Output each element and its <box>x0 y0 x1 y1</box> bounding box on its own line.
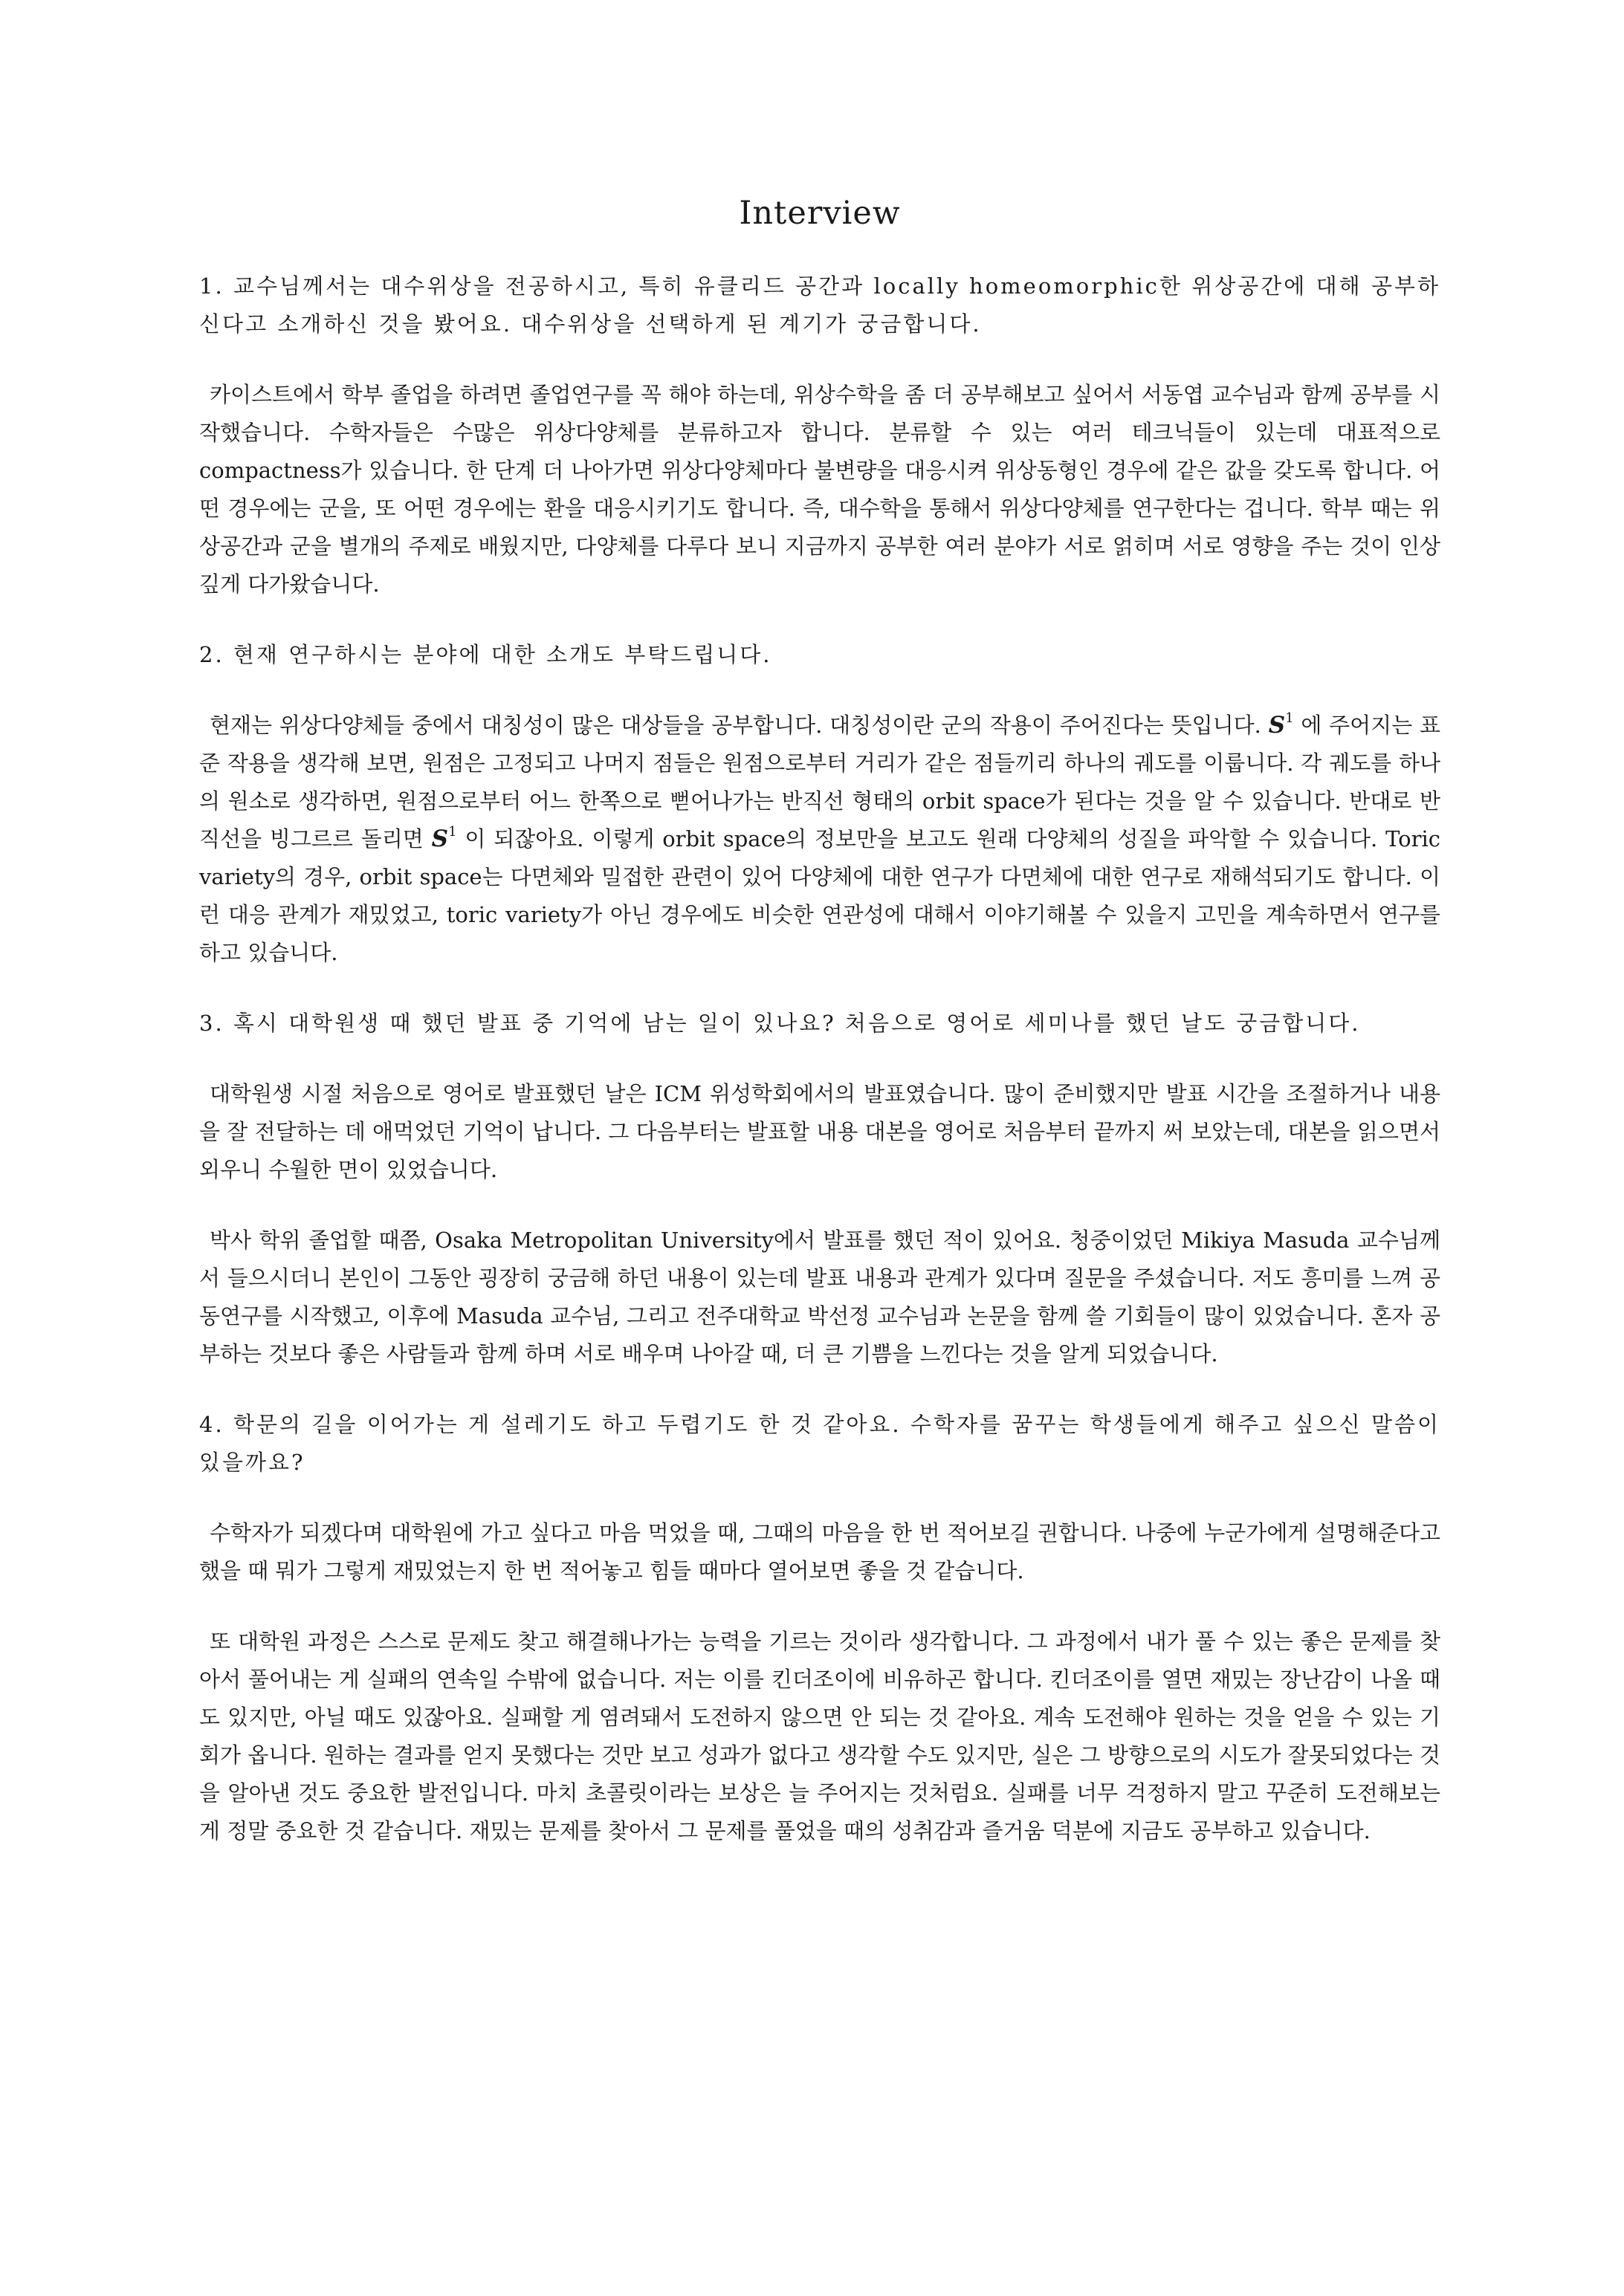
answer-2-part-3: 이 되잖아요. 이렇게 orbit space의 정보만을 보고도 원래 다양체의 성질을 파악할 수 있습니다. Toric variety의 경우, orbit space는 다면체와 밀접한 관련이 있어 다양체에 대한 연구가 다면체에 대한 연구로 재해석되기도 합니다. 이런 대응 관계가 재밌었고, toric variety가 아닌 경우에도 비슷한 연관성에 대해서 이야기해볼 수 있을지 고민을 계속하면서 연구를 하고 있습니다. <box>199 826 1441 965</box>
answer-2-part-2: 에 주어지는 표준 작용을 생각해 보면, 원점은 고정되고 나머지 점들은 원점으로부터 거리가 같은 점들끼리 하나의 궤도를 이룹니다. 각 궤도를 하나의 원소로 생각하면, 원점으로부터 어느 한쪽으로 뻗어나가는 반직선 형태의 orbit space가 된다는 것을 알 수 있습니다. 반대로 반직선을 빙그르르 돌리면 <box>199 713 1441 852</box>
question-1: 1. 교수님께서는 대수위상을 전공하시고, 특히 유클리드 공간과 locally homeomorphic한 위상공간에 대해 공부하신다고 소개하신 것을 봤어요. 대수위상을 선택하게 된 계기가 궁금합니다. <box>199 273 1440 337</box>
answer-1: 카이스트에서 학부 졸업을 하려면 졸업연구를 꼭 해야 하는데, 위상수학을 좀 더 공부해보고 싶어서 서동엽 교수님과 함께 공부를 시작했습니다. 수학자들은 수많은 위상다양체를 분류하고자 합니다. 분류할 수 있는 여러 테크닉들이 있는데 대표적으로 compactness가 있습니다. 한 단계 더 나아가면 위상다양체마다 불변량을 대응시켜 위상동형인 경우에 같은 값을 갖도록 합니다. 어떤 경우에는 군을, 또 어떤 경우에는 환을 대응시키기도 합니다. 즉, 대수학을 통해서 위상다양체를 연구한다는 겁니다. 학부 때는 위상공간과 군을 별개의 주제로 배웠지만, 다양체를 다루다 보니 지금까지 공부한 여러 분야가 서로 얽히며 서로 영향을 주는 것이 인상 깊게 다가왔습니다. <box>199 382 1440 597</box>
answer-3-paragraph-1: 대학원생 시절 처음으로 영어로 발표했던 날은 ICM 위성학회에서의 발표였습니다. 많이 준비했지만 발표 시간을 조절하거나 내용을 잘 전달하는 데 애먹었던 기억이 납니다. 그 다음부터는 발표할 내용 대본을 영어로 처음부터 끝까지 써 보았는데, 대본을 읽으면서 외우니 수월한 면이 있었습니다. <box>199 1081 1440 1182</box>
answer-4-paragraph-2: 또 대학원 과정은 스스로 문제도 찾고 해결해나가는 능력을 기르는 것이라 생각합니다. 그 과정에서 내가 풀 수 있는 좋은 문제를 찾아서 풀어내는 게 실패의 연속일 수밖에 없습니다. 저는 이를 킨더조이에 비유하곤 합니다. 킨더조이를 열면 재밌는 장난감이 나올 때도 있지만, 아닐 때도 있잖아요. 실패할 게 염려돼서 도전하지 않으면 안 되는 것 같아요. 계속 도전해야 원하는 것을 얻을 수 있는 기회가 옵니다. 원하는 결과를 얻지 못했다는 것만 보고 성과가 없다고 생각할 수도 있지만, 실은 그 방향으로의 시도가 잘못되었다는 것을 알아낸 것도 중요한 발전입니다. 마치 초콜릿이라는 보상은 늘 주어지는 것처럼요. 실패를 너무 걱정하지 말고 꾸준히 도전해보는 게 정말 중요한 것 같습니다. 재밌는 문제를 찾아서 그 문제를 풀었을 때의 성취감과 즐거움 덕분에 지금도 공부하고 있습니다. <box>199 1629 1440 1843</box>
document-page <box>199 195 1440 1883</box>
answer-2-part-1: 현재는 위상다양체들 중에서 대칭성이 많은 대상들을 공부합니다. 대칭성이란 군의 작용이 주어진다는 뜻입니다. <box>210 713 1261 738</box>
answer-4-paragraph-1: 수학자가 되겠다며 대학원에 가고 싶다고 마음 먹었을 때, 그때의 마음을 한 번 적어보길 권합니다. 나중에 누군가에게 설명해준다고 했을 때 뭐가 그렇게 재밌었는지 한 번 적어놓고 힘들 때마다 열어보면 좋을 것 같습니다. <box>199 1520 1440 1583</box>
question-3: 3. 혹시 대학원생 때 했던 발표 중 기억에 남는 일이 있나요? 처음으로 영어로 세미나를 했던 날도 궁금합니다. <box>199 1011 1361 1036</box>
question-2: 2. 현재 연구하시는 분야에 대한 소개도 부탁드립니다. <box>199 642 772 667</box>
circle-symbol: $S^1$ <box>1268 710 1294 739</box>
answer-3-paragraph-2: 박사 학위 졸업할 때쯤, Osaka Metropolitan University에서 발표를 했던 적이 있어요. 청중이었던 Mikiya Masuda 교수님께서 들으시더니 본인이 그동안 굉장히 궁금해 하던 내용이 있는데 발표 내용과 관계가 있다며 질문을 주셨습니다. 저도 흥미를 느껴 공동연구를 시작했고, 이후에 Masuda 교수님, 그리고 전주대학교 박선정 교수님과 논문을 함께 쓸 기회들이 많이 있었습니다. 혼자 공부하는 것보다 좋은 사람들과 함께 하며 서로 배우며 나아갈 때, 더 큰 기쁨을 느낀다는 것을 알게 되었습니다. <box>199 1228 1440 1366</box>
page-title: Interview <box>739 195 901 232</box>
circle-symbol: $S^1$ <box>431 824 457 852</box>
question-4: 4. 학문의 길을 이어가는 게 설레기도 하고 두렵기도 한 것 같아요. 수학자를 꿈꾸는 학생들에게 해주고 싶으신 말씀이 있을까요? <box>199 1412 1440 1475</box>
answer-2 <box>199 707 1440 972</box>
